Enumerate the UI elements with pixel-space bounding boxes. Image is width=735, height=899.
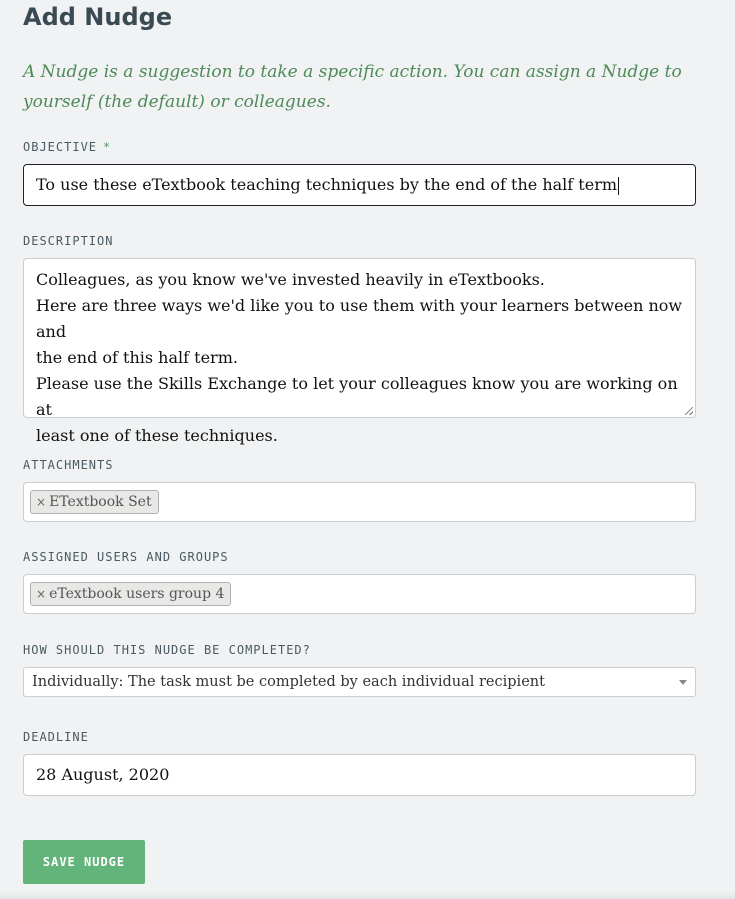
text-caret xyxy=(618,177,619,195)
remove-tag-icon[interactable]: × xyxy=(36,495,47,509)
description-line: Please use the Skills Exchange to let your colleagues know you are working on at xyxy=(36,374,678,419)
completion-select[interactable] xyxy=(23,667,696,697)
page-title: Add Nudge xyxy=(23,3,173,31)
resize-grip-icon[interactable] xyxy=(685,407,693,415)
description-line: Colleagues, as you know we've invested heavily in eTextbooks. xyxy=(36,270,545,289)
assigned-input[interactable] xyxy=(23,574,696,614)
objective-label-text: OBJECTIVE xyxy=(23,140,98,154)
save-nudge-button[interactable]: SAVE NUDGE xyxy=(23,840,145,884)
attachment-tag-label: ETextbook Set xyxy=(49,494,152,510)
completion-label: HOW SHOULD THIS NUDGE BE COMPLETED? xyxy=(23,643,311,657)
assigned-tag-label: eTextbook users group 4 xyxy=(49,586,225,602)
description-line: Here are three ways we'd like you to use them with your learners between now and xyxy=(36,296,683,341)
assigned-tag xyxy=(30,582,231,606)
assigned-label: ASSIGNED USERS AND GROUPS xyxy=(23,550,229,564)
deadline-input[interactable] xyxy=(23,754,696,796)
objective-value: To use these eTextbook teaching techniques by the end of the half term xyxy=(36,175,618,194)
completion-selected-value: Individually: The task must be completed by each individual recipient xyxy=(32,674,545,690)
attachments-label: ATTACHMENTS xyxy=(23,458,114,472)
required-marker: * xyxy=(103,140,112,154)
attachment-tag xyxy=(30,490,159,514)
objective-input[interactable] xyxy=(23,164,696,206)
deadline-label: DEADLINE xyxy=(23,730,89,744)
deadline-value: 28 August, 2020 xyxy=(36,765,170,784)
objective-label xyxy=(23,139,111,155)
description-line: least one of these techniques. xyxy=(36,426,278,445)
description-line: the end of this half term. xyxy=(36,348,238,367)
remove-tag-icon[interactable]: × xyxy=(36,587,47,601)
description-textarea[interactable] xyxy=(23,258,696,445)
description-label: DESCRIPTION xyxy=(23,234,114,248)
bottom-shadow xyxy=(0,891,735,899)
attachments-input[interactable] xyxy=(23,482,696,522)
dropdown-arrow-icon xyxy=(679,680,687,685)
intro-text: A Nudge is a suggestion to take a specific action. You can assign a Nudge to yourself (the default) or colleagues. xyxy=(23,62,682,112)
